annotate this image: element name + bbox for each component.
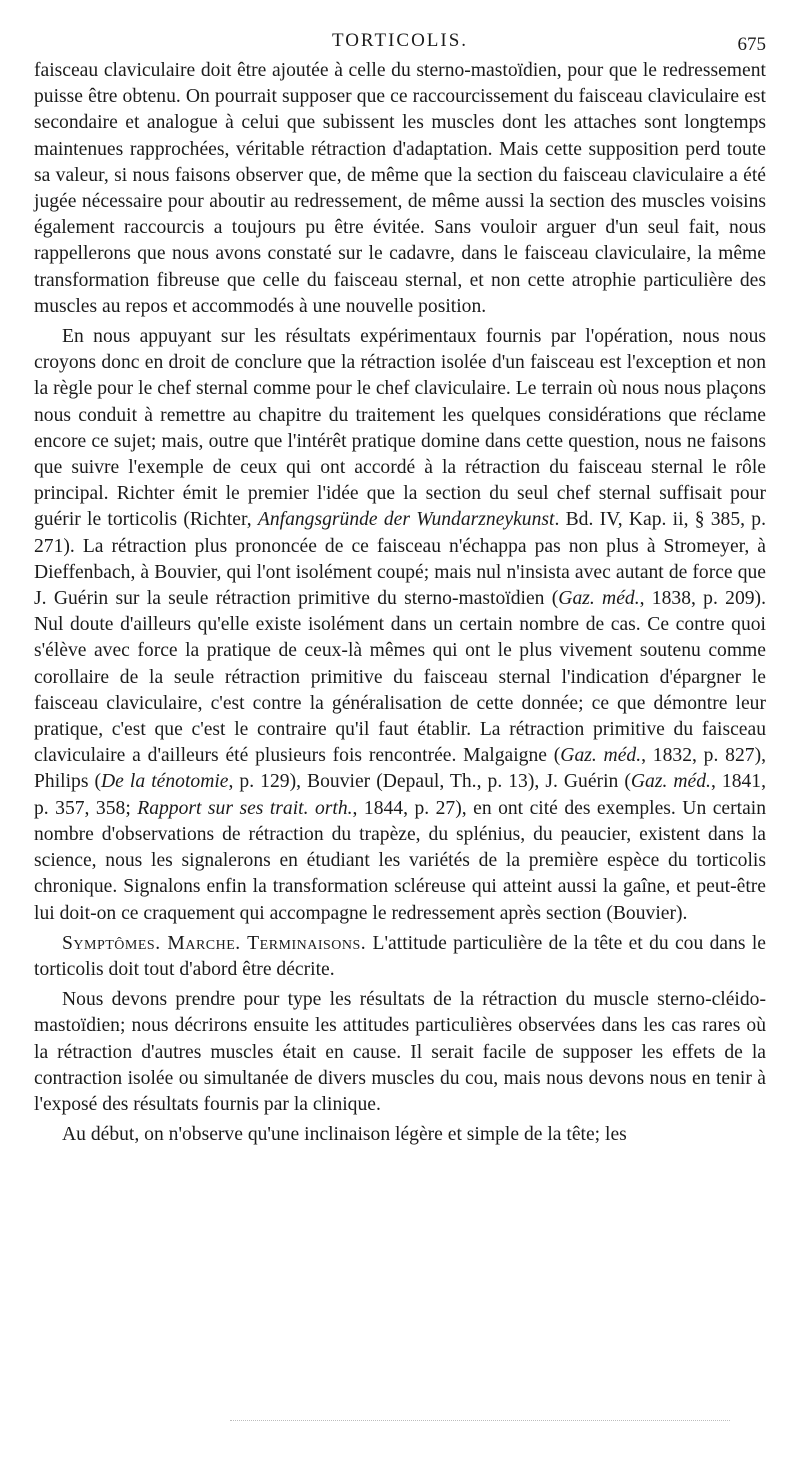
italic-citation: Gaz. méd. bbox=[630, 771, 711, 793]
text-run: . Bd. IV, Kap. ii, § 385, p. 271). La rétraction plus prononcée de ce faisceau n'échappa pas non plus à Stromeyer, à Dieffenbach, à Bouvier, qui l'ont isolément coupé; mais nul n'insista avec autant de force que J. Guérin sur la seule rétraction primitive du sterno-mastoïdien ( bbox=[34, 509, 766, 610]
text-run: Nous devons prendre pour type les résultats de la rétraction du muscle sterno-cléido-mastoïdien; nous décrirons ensuite les attitudes particulières observées dans les cas rares où la rétraction d'autres muscles était en cause. Il serait facile de supposer les effets de la contraction isolée ou simultanée de divers muscles du cou, mais nous devons nous en tenir à l'exposé des résultats fournis par la clinique. bbox=[34, 989, 766, 1115]
text-run: L'attitude particulière de la tête et du cou dans le torticolis doit tout d'abord être décrite. bbox=[34, 932, 767, 980]
text-run: Au début, on n'observe qu'une inclinaison légère et simple de la tête; les bbox=[62, 1124, 627, 1146]
paragraph-conclusion bbox=[34, 324, 766, 927]
running-header bbox=[0, 30, 800, 56]
italic-citation: Anfangsgründe der Wundarzneykunst bbox=[257, 509, 555, 531]
body-text bbox=[34, 58, 766, 1152]
paragraph-symptoms-heading bbox=[34, 931, 766, 983]
footer-dotted-rule bbox=[230, 1420, 730, 1421]
section-heading: Symptômes. Marche. Terminaisons. bbox=[62, 932, 367, 954]
text-run: , 1832, p. 827), Philips ( bbox=[34, 745, 766, 793]
text-run: , 1841, p. 357, 358; bbox=[34, 771, 766, 819]
italic-citation: De la ténotomie bbox=[101, 771, 229, 793]
running-title: TORTICOLIS. bbox=[331, 30, 469, 51]
italic-citation: Gaz. méd. bbox=[558, 588, 640, 610]
italic-citation: Rapport sur ses trait. orth. bbox=[137, 797, 353, 819]
text-run: En nous appuyant sur les résultats expérimentaux fournis par l'opération, nous nous croyons donc en droit de conclure que la rétraction isolée d'un faisceau est l'exception et non la règle pour le chef sternal comme pour le chef claviculaire. Le terrain où nous nous plaçons nous conduit à remettre au chapitre du traitement les quelques considérations que réclame encore ce sujet; mais, outre que l'intérêt pratique domine dans cette question, nous ne faisons que suivre l'exemple de ceux qui ont accordé à la rétraction du faisceau sternal le rôle principal. Richter émit le premier l'idée que la section du seul chef sternal suffisait pour guérir le torticolis (Richter, bbox=[34, 326, 766, 531]
paragraph-onset bbox=[34, 1122, 766, 1148]
italic-citation: Gaz. méd. bbox=[560, 745, 642, 767]
page-number: 675 bbox=[737, 34, 766, 55]
text-run: faisceau claviculaire doit être ajoutée à celle du sterno-mastoïdien, pour que le redressement puisse être obtenu. On pourrait supposer que ce raccourcissement du faisceau claviculaire est secondaire et analogue à celui que subissent les muscles dont les attaches sont longtemps maintenues rapprochées, véritable rétraction d'adaptation. Mais cette supposition perd toute sa valeur, si nous faisons observer que, de même que la section du faisceau claviculaire a été jugée nécessaire pour aboutir au redressement, de même aussi la section des muscles voisins également raccourcis a toujours pu être évitée. Sans vouloir arguer d'un seul fait, nous rappellerons que nous avons constaté sur le cadavre, dans le faisceau claviculaire, la même transformation fibreuse que celle du faisceau sternal, et non cette atrophie particulière des muscles au repos et accommodés à une nouvelle position. bbox=[34, 60, 766, 317]
text-run: , 1844, p. 27), en ont cité des exemples. Un certain nombre d'observations de rétraction du trapèze, du splénius, du peaucier, existent dans la science, nous les signalerons en étudiant les variétés de la première espèce du torticolis chronique. Signalons enfin la transformation scléreuse qui atteint aussi la gaîne, et peut-être lui doit-on ce craquement qui accompagne le redressement après section (Bouvier). bbox=[34, 797, 767, 924]
text-run: , 1838, p. 209). Nul doute d'ailleurs qu'elle existe isolément dans un certain nombre de cas. Ce contre quoi s'élève avec force la pratique de ceux-là mêmes qui ont le plus vivement soutenu comme corollaire de la seule rétraction primitive du faisceau sternal l'indication d'épargner le faisceau claviculaire, c'est contre la généralisation de cette donnée; ce que démontre leur pratique, c'est que c'est le contraire qu'il faut établir. La rétraction primitive du faisceau claviculaire a d'ailleurs été plusieurs fois rencontrée. Malgaigne ( bbox=[34, 588, 766, 767]
paragraph-type-description bbox=[34, 987, 766, 1118]
text-run: , p. 129), Bouvier (Depaul, Th., p. 13), J. Guérin ( bbox=[228, 771, 631, 793]
paragraph-continued bbox=[34, 58, 766, 320]
